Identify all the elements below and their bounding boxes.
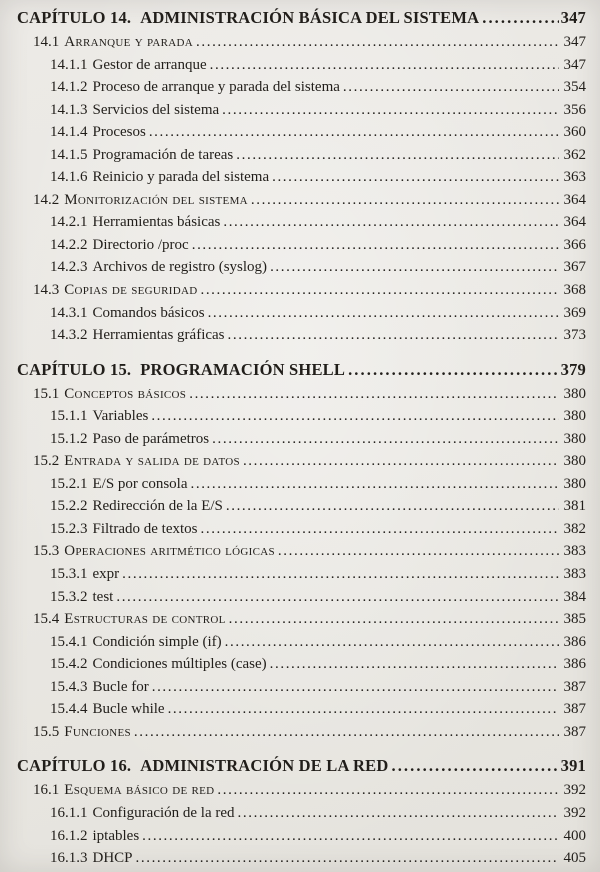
subsection-number: 14.2.3 — [50, 259, 88, 276]
section-title: Monitorización del sistema — [64, 191, 248, 208]
page-number: 356 — [563, 101, 586, 118]
page-number: 382 — [563, 520, 586, 537]
page-number: 380 — [563, 408, 586, 425]
dot-leader — [236, 144, 559, 167]
subsection-title: Condición simple (if) — [92, 633, 222, 650]
section-title: Copias de seguridad — [64, 282, 198, 299]
toc-subsection-row — [50, 698, 586, 721]
section-title: Funciones — [64, 723, 131, 740]
toc-subsection-row — [50, 847, 586, 870]
subsection-title: E/S por consola — [92, 475, 188, 492]
section-title: Operaciones aritmético lógicas — [64, 543, 275, 560]
subsection-title: DHCP — [92, 850, 133, 867]
dot-leader — [191, 473, 560, 496]
subsection-number: 14.2.2 — [50, 236, 88, 253]
page-number: 387 — [563, 678, 586, 695]
dot-leader — [116, 586, 559, 609]
subsection-number: 16.1.2 — [50, 827, 88, 844]
section-title: Estructuras de control — [64, 611, 226, 628]
toc-subsection-row — [50, 653, 586, 676]
subsection-title: Filtrado de textos — [92, 520, 198, 537]
dot-leader — [210, 54, 559, 77]
dot-leader — [228, 324, 559, 347]
section-number: 15.4 — [33, 611, 60, 628]
dot-leader — [222, 99, 559, 122]
toc-subsection-row — [50, 54, 586, 77]
toc-subsection-row — [50, 586, 586, 609]
subsection-number: 15.4.2 — [50, 656, 88, 673]
toc-subsection-row — [50, 302, 586, 325]
page-number: 392 — [563, 782, 586, 799]
subsection-number: 15.3.2 — [50, 588, 88, 605]
toc-chapter-row — [17, 357, 586, 383]
dot-leader — [251, 189, 559, 212]
page-number: 405 — [563, 850, 586, 867]
dot-leader — [189, 383, 559, 406]
toc-subsection-row — [50, 802, 586, 825]
subsection-title: Bucle for — [92, 678, 149, 695]
section-title: Entrada y salida de datos — [64, 453, 240, 470]
subsection-title: Reinicio y parada del sistema — [92, 169, 270, 186]
toc-section-row — [33, 721, 586, 744]
toc-section-row — [33, 31, 586, 54]
subsection-number: 16.1.1 — [50, 804, 88, 821]
dot-leader — [200, 279, 559, 302]
subsection-title: Bucle while — [92, 701, 165, 718]
page-number: 347 — [560, 8, 586, 27]
toc-subsection-row — [50, 234, 586, 257]
section-number: 16.1 — [33, 782, 60, 799]
page-number: 363 — [563, 169, 586, 186]
section-number: 14.1 — [33, 34, 60, 50]
toc-subsection-row — [50, 495, 586, 518]
section-number: 15.2 — [33, 453, 60, 470]
toc-subsection-row — [50, 473, 586, 496]
chapter-number: CAPÍTULO 16. — [17, 756, 132, 776]
subsection-number: 15.4.3 — [50, 678, 88, 695]
chapter-number: CAPÍTULO 15. — [17, 359, 132, 379]
section-title: Esquema básico de red — [64, 782, 215, 799]
dot-leader — [278, 540, 559, 563]
subsection-number: 14.1.2 — [50, 79, 88, 96]
dot-leader — [142, 825, 559, 848]
page-number: 373 — [563, 327, 586, 344]
subsection-title: Condiciones múltiples (case) — [92, 656, 267, 673]
toc-subsection-row — [50, 324, 586, 347]
subsection-title: Redirección de la E/S — [92, 498, 223, 515]
chapter-number: CAPÍTULO 14. — [17, 8, 132, 27]
toc-section-row — [33, 450, 586, 473]
subsection-number: 15.3.1 — [50, 566, 88, 583]
toc-subsection-row — [50, 144, 586, 167]
page-number: 368 — [563, 282, 586, 299]
subsection-title: Paso de parámetros — [92, 430, 210, 447]
page-number: 385 — [563, 611, 586, 628]
subsection-number: 14.2.1 — [50, 214, 88, 231]
page-number: 380 — [563, 453, 586, 470]
subsection-title: iptables — [92, 827, 140, 844]
page-number: 360 — [563, 124, 586, 141]
page-number: 391 — [560, 756, 586, 776]
page-number: 383 — [563, 566, 586, 583]
dot-leader — [196, 31, 559, 54]
subsection-title: Herramientas gráficas — [92, 327, 225, 344]
subsection-number: 14.1.3 — [50, 101, 88, 118]
dot-leader — [208, 302, 559, 325]
toc-subsection-row — [50, 99, 586, 122]
subsection-number: 14.1.5 — [50, 146, 88, 163]
toc-subsection-row — [50, 211, 586, 234]
subsection-title: Comandos básicos — [92, 304, 205, 321]
toc-chapter-row — [17, 753, 586, 779]
dot-leader — [243, 450, 559, 473]
dot-leader — [229, 608, 559, 631]
page-number: 384 — [563, 588, 586, 605]
section-title: Arranque y parada — [64, 34, 194, 50]
section-number: 15.5 — [33, 723, 60, 740]
toc-subsection-row — [50, 825, 586, 848]
toc-subsection-row — [50, 676, 586, 699]
toc-chapter-row — [17, 5, 586, 31]
subsection-number: 14.1.6 — [50, 169, 88, 186]
dot-leader — [225, 631, 559, 654]
page-number: 400 — [563, 827, 586, 844]
subsection-number: 15.1.2 — [50, 430, 88, 447]
dot-leader — [348, 357, 559, 383]
dot-leader — [122, 563, 559, 586]
section-title: Conceptos básicos — [64, 385, 187, 402]
toc-section-row — [33, 189, 586, 212]
page-number: 383 — [563, 543, 586, 560]
subsection-title: Configuración de la red — [92, 804, 235, 821]
dot-leader — [201, 518, 560, 541]
dot-leader — [152, 676, 559, 699]
subsection-title: Proceso de arranque y parada del sistema — [92, 79, 340, 96]
section-number: 15.3 — [33, 543, 60, 560]
dot-leader — [136, 847, 559, 870]
subsection-number: 14.1.4 — [50, 124, 88, 141]
subsection-title: Servicios del sistema — [92, 101, 220, 118]
dot-leader — [482, 5, 559, 31]
page-number: 392 — [563, 804, 586, 821]
toc-subsection-row — [50, 518, 586, 541]
dot-leader — [391, 753, 559, 779]
toc-subsection-row — [50, 256, 586, 279]
subsection-title: Procesos — [92, 124, 146, 141]
dot-leader — [192, 234, 559, 257]
subsection-number: 15.2.1 — [50, 475, 88, 492]
dot-leader — [212, 428, 559, 451]
section-number: 15.1 — [33, 385, 60, 402]
subsection-title: Directorio /proc — [92, 236, 189, 253]
subsection-title: Gestor de arranque — [92, 56, 207, 73]
dot-leader — [151, 405, 559, 428]
subsection-title: Archivos de registro (syslog) — [92, 259, 268, 276]
page-number: 380 — [563, 475, 586, 492]
dot-leader — [270, 653, 559, 676]
subsection-title: expr — [92, 566, 120, 583]
page-number: 347 — [563, 56, 586, 73]
subsection-number: 14.3.2 — [50, 327, 88, 344]
toc-section-row — [33, 540, 586, 563]
page-number: 386 — [563, 656, 586, 673]
section-number: 14.3 — [33, 282, 60, 299]
dot-leader — [217, 779, 559, 802]
chapter-title: ADMINISTRACIÓN BÁSICA DEL SISTEMA — [140, 8, 480, 27]
toc-subsection-row — [50, 121, 586, 144]
dot-leader — [272, 166, 559, 189]
page-number: 380 — [563, 430, 586, 447]
subsection-number: 15.4.4 — [50, 701, 88, 718]
subsection-number: 15.2.2 — [50, 498, 88, 515]
subsection-title: test — [92, 588, 114, 605]
page-number: 347 — [563, 34, 586, 50]
subsection-number: 16.1.3 — [50, 850, 88, 867]
page-number: 362 — [563, 146, 586, 163]
toc-section-row — [33, 608, 586, 631]
subsection-title: Programación de tareas — [92, 146, 234, 163]
dot-leader — [270, 256, 559, 279]
toc-section-row — [33, 279, 586, 302]
toc-subsection-row — [50, 631, 586, 654]
page-number: 364 — [563, 214, 586, 231]
chapter-title: PROGRAMACIÓN SHELL — [140, 359, 346, 379]
toc-subsection-row — [50, 563, 586, 586]
toc-subsection-row — [50, 428, 586, 451]
page-number: 387 — [563, 701, 586, 718]
page-number: 380 — [563, 385, 586, 402]
dot-leader — [223, 211, 559, 234]
subsection-number: 14.1.1 — [50, 56, 88, 73]
section-number: 14.2 — [33, 191, 60, 208]
dot-leader — [149, 121, 559, 144]
page-number: 386 — [563, 633, 586, 650]
dot-leader — [238, 802, 559, 825]
dot-leader — [343, 76, 559, 99]
dot-leader — [226, 495, 559, 518]
chapter-title: ADMINISTRACIÓN DE LA RED — [140, 756, 389, 776]
subsection-number: 15.4.1 — [50, 633, 88, 650]
subsection-number: 14.3.1 — [50, 304, 88, 321]
toc-subsection-row — [50, 166, 586, 189]
toc-section-row — [33, 383, 586, 406]
subsection-number: 15.2.3 — [50, 520, 88, 537]
page-number: 354 — [563, 79, 586, 96]
page-number: 367 — [563, 259, 586, 276]
page-number: 369 — [563, 304, 586, 321]
dot-leader — [134, 721, 559, 744]
page-number: 366 — [563, 236, 586, 253]
page-number: 364 — [563, 191, 586, 208]
page-number: 387 — [563, 723, 586, 740]
subsection-title: Herramientas básicas — [92, 214, 221, 231]
page-number: 381 — [563, 498, 586, 515]
toc-section-row — [33, 779, 586, 802]
dot-leader — [168, 698, 559, 721]
subsection-number: 15.1.1 — [50, 408, 88, 425]
page-number: 379 — [560, 359, 586, 379]
subsection-title: Variables — [92, 408, 149, 425]
toc-subsection-row — [50, 405, 586, 428]
toc-subsection-row — [50, 76, 586, 99]
